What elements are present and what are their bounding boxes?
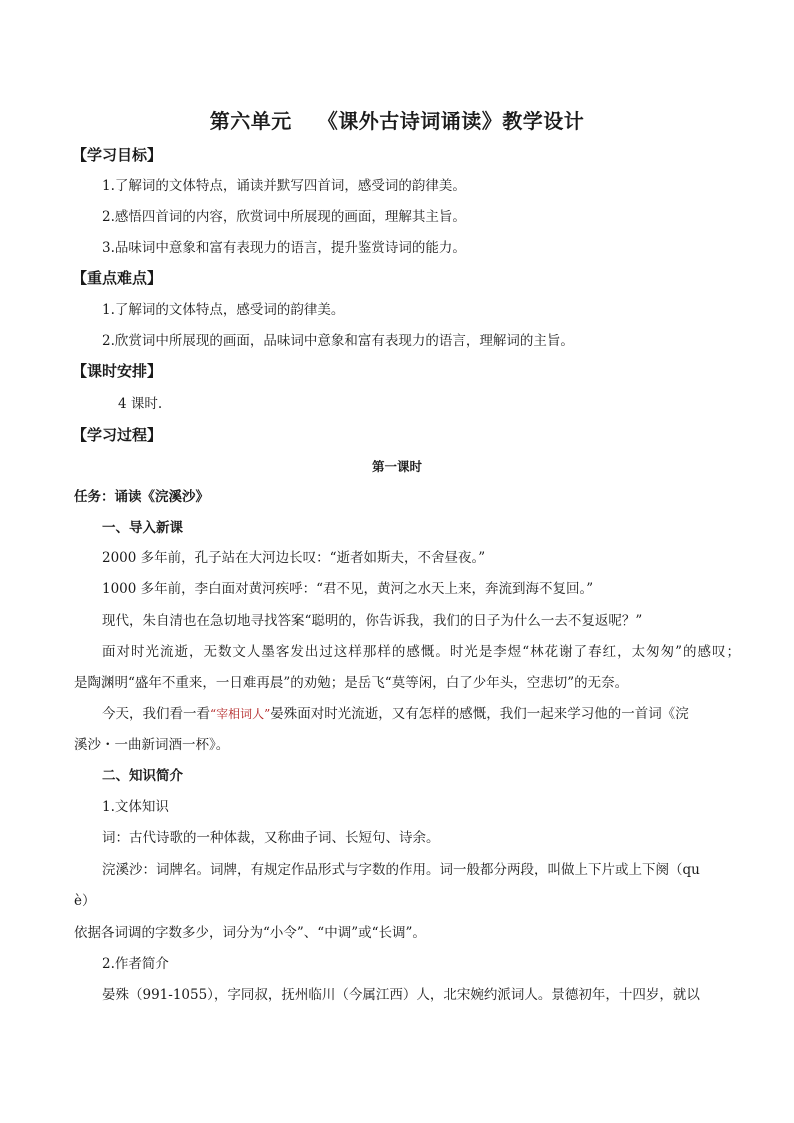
process-heading: 【学习过程】 <box>72 426 163 444</box>
task-title: 任务：诵读《浣溪沙》 <box>74 489 209 505</box>
intro-line-1: 2000 多年前，孔子站在大河边长叹：“逝者如斯夫，不舍昼夜。” <box>102 550 486 566</box>
goal-item-2: 2.感悟四首词的内容，欣赏词中所展现的画面，理解其主旨。 <box>102 209 466 225</box>
ci-definition: 词：古代诗歌的一种体裁，又称曲子词、长短句、诗余。 <box>102 830 440 846</box>
paragraph-2-line-1 <box>102 704 740 724</box>
genre-knowledge-heading: 1.文体知识 <box>102 799 169 815</box>
paragraph-2-line-2: 溪沙・一曲新词酒一杯》。 <box>74 737 230 753</box>
key-point-1: 1.了解词的文体特点，感受词的韵律美。 <box>102 302 345 318</box>
goal-item-1: 1.了解词的文体特点，诵读并默写四首词，感受词的韵律美。 <box>102 178 466 194</box>
author-intro: 晏殊（991-1055），字同叔，抚州临川（今属江西）人，北宋婉约派词人。景德初年，十四岁，就以 <box>102 987 700 1003</box>
paragraph-2-pre: 今天，我们看一看 <box>102 706 210 722</box>
knowledge-heading: 二、知识简介 <box>102 768 183 784</box>
goals-heading: 【学习目标】 <box>72 146 163 164</box>
goal-item-3: 3.品味词中意象和富有表现力的语言，提升鉴赏诗词的能力。 <box>102 240 466 256</box>
key-point-2: 2.欣赏词中所展现的画面，品味词中意象和富有表现力的语言，理解词的主旨。 <box>102 333 574 349</box>
page-title <box>0 105 794 134</box>
title-name: 《课外古诗词诵读》教学设计 <box>317 109 585 133</box>
prime-minister-poet-label: “宰相词人” <box>210 707 271 721</box>
schedule-text: 4 课时. <box>118 396 163 412</box>
title-unit: 第六单元 <box>209 109 292 133</box>
intro-heading: 一、导入新课 <box>102 520 183 536</box>
paragraph-1-line-2: 是陶渊明“盛年不重来，一日难再晨”的劝勉；是岳飞“莫等闲，白了少年头，空悲切”的无奈。 <box>74 675 629 691</box>
schedule-heading: 【课时安排】 <box>72 362 163 380</box>
huanxisha-line-2: è） <box>74 893 96 909</box>
key-points-heading: 【重点难点】 <box>72 269 163 287</box>
lesson-title: 第一课时 <box>371 459 422 474</box>
author-heading: 2.作者简介 <box>102 956 169 972</box>
huanxisha-line-1: 浣溪沙：词牌名。词牌，有规定作品形式与字数的作用。词一般都分两段，叫做上下片或上下阕（qu <box>102 862 700 878</box>
paragraph-1-line-1: 面对时光流逝，无数文人墨客发出过这样那样的感慨。时光是李煜“林花谢了春红，太匆匆”的感叹； <box>102 644 740 660</box>
intro-line-3: 现代，朱自清也在急切地寻找答案“聪明的，你告诉我，我们的日子为什么一去不复返呢？” <box>102 613 643 629</box>
ci-size-classification: 依据各词调的字数多少，词分为“小令”、“中调”或“长调”。 <box>74 925 426 941</box>
paragraph-2-post: 晏殊面对时光流逝，又有怎样的感慨，我们一起来学习他的一首词《浣 <box>270 706 689 722</box>
intro-line-2: 1000 多年前，李白面对黄河疾呼：“君不见，黄河之水天上来，奔流到海不复回。” <box>102 581 594 597</box>
